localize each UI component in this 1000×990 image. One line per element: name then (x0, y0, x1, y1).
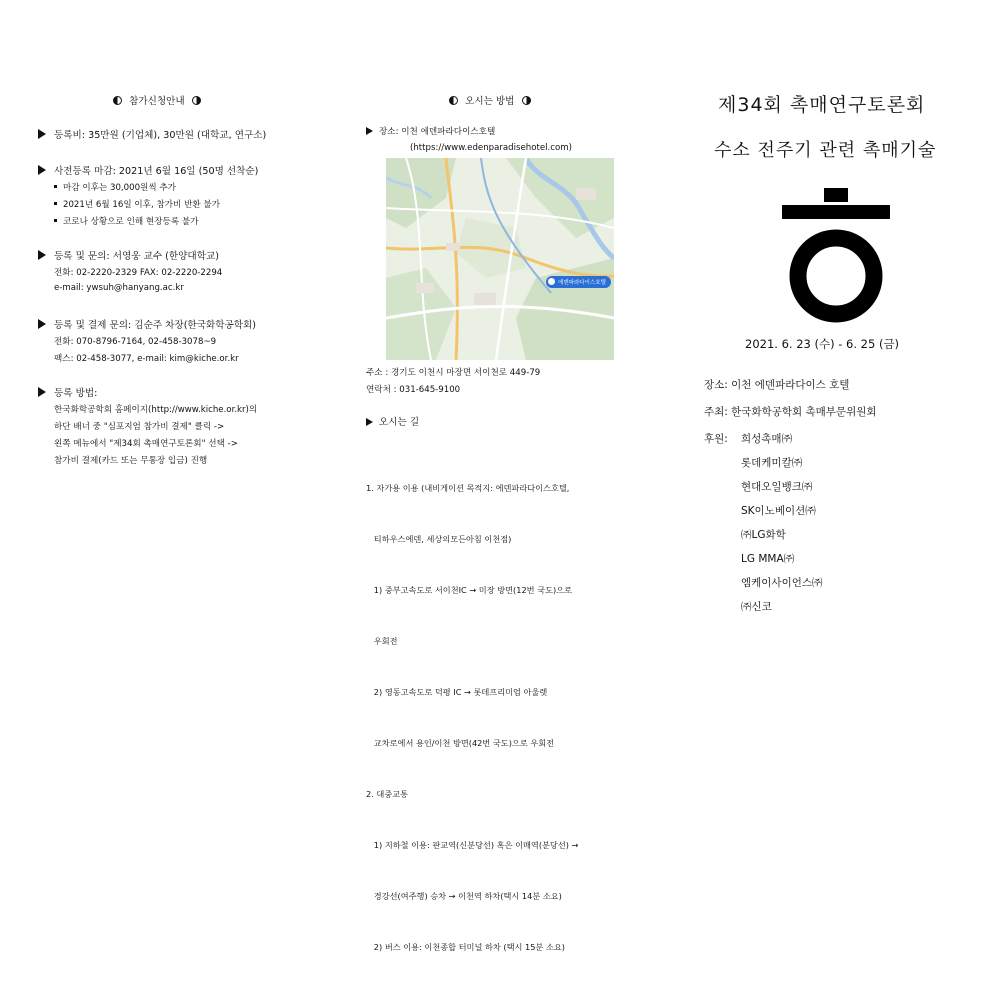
address: 주소 : 경기도 이천시 마장면 서이천로 449-79 (366, 368, 541, 378)
payment-title: 등록 및 결제 문의: 김순주 차장(한국화학공학회) (38, 317, 256, 331)
triangle-bullet-icon (38, 129, 46, 139)
contact: 연락처 : 031-645-9100 (366, 385, 461, 395)
left-heading: 참가신청안내 (113, 93, 201, 107)
directions-line: 1) 중부고속도로 서이천IC → 미장 방면(12번 국도)으로 (366, 585, 572, 595)
directions-line: 티하우스에덴, 세상의모든아침 이천점) (366, 534, 512, 544)
venue-label: 장소: 이천 에덴파라다이스호텔 (366, 125, 495, 137)
event-subtitle: 수소 전주기 관련 촉매기술 (714, 140, 937, 161)
sponsor-item: SK이노베이션㈜ (741, 505, 816, 517)
triangle-bullet-icon (38, 387, 46, 397)
directions-line: 경강선(여주행) 승차 → 이천역 하차(택시 14분 소요) (366, 891, 562, 901)
half-circle-icon (522, 96, 531, 105)
inquiry-email: e-mail: ywsuh@hanyang.ac.kr (54, 283, 184, 293)
half-circle-icon (113, 96, 122, 105)
prereg-bullet: 마감 이후는 30,000원씩 추가 (54, 181, 176, 193)
payment-phone: 전화: 070-8796-7164, 02-458-3078~9 (54, 337, 217, 347)
event-host: 주최: 한국화학공학회 촉매부문위원회 (704, 406, 877, 418)
method-line: 한국화학공학회 홈페이지(http://www.kiche.or.kr)의 (54, 405, 258, 415)
location-map[interactable] (386, 158, 614, 360)
method-line: 왼쪽 메뉴에서 "제34회 촉매연구토론회" 선택 -> (54, 439, 238, 449)
event-title: 제34회 촉매연구토론회 (718, 94, 926, 116)
sponsor-item: ㈜LG화학 (741, 529, 786, 541)
sponsor-item: 엠케이사이언스㈜ (741, 577, 823, 589)
hieut-logo-icon (782, 188, 890, 323)
method-title: 등록 방법: (38, 385, 97, 399)
payment-fax-email: 팩스: 02-458-3077, e-mail: kim@kiche.or.kr (54, 354, 239, 364)
triangle-bullet-icon (38, 250, 46, 260)
prereg-bullet: 2021년 6월 16일 이후, 참가비 반환 불가 (54, 198, 220, 210)
directions-line: 우회전 (366, 636, 398, 646)
method-line: 하단 배너 중 "심포지엄 참가비 결제" 클릭 -> (54, 422, 225, 432)
inquiry-title: 등록 및 문의: 서영웅 교수 (한양대학교) (38, 248, 219, 262)
directions-line: 교차로에서 용인/이천 방면(42번 국도)으로 우회전 (366, 738, 555, 748)
event-venue: 장소: 이천 에덴파라다이스 호텔 (704, 379, 850, 391)
directions-line: 2) 영동고속도로 덕평 IC → 롯데프리미엄 아울렛 (366, 687, 548, 697)
sponsor-label: 후원: (704, 433, 728, 445)
directions-heading: 오시는 길 (366, 414, 419, 428)
half-circle-icon (192, 96, 201, 105)
event-date: 2021. 6. 23 (수) - 6. 25 (금) (745, 337, 900, 351)
sponsor-item: LG MMA㈜ (741, 553, 795, 565)
directions-list (366, 446, 578, 990)
sponsor-item: ㈜신코 (741, 601, 772, 613)
triangle-bullet-icon (38, 319, 46, 329)
sponsor-item: 희성촉매㈜ (741, 433, 793, 445)
inquiry-phone: 전화: 02-2220-2329 FAX: 02-2220-2294 (54, 268, 223, 278)
prereg-bullet: 코로나 상황으로 인해 현장등록 불가 (54, 215, 198, 227)
pin-icon (548, 278, 555, 285)
triangle-bullet-icon (38, 165, 46, 175)
venue-url[interactable]: (https://www.edenparadisehotel.com) (410, 143, 572, 153)
triangle-bullet-icon (366, 418, 373, 426)
preregistration-title: 사전등록 마감: 2021년 6월 16일 (50명 선착순) (38, 163, 258, 177)
directions-line: 2) 버스 이용: 이천종합 터미널 하차 (택시 15분 소요) (366, 942, 565, 952)
directions-line: 1) 지하철 이용: 판교역(신분당선) 혹은 이매역(분당선) → (366, 840, 579, 850)
method-line: 참가비 결제(카드 또는 무통장 입금) 진행 (54, 456, 208, 466)
sponsor-item: 현대오일뱅크㈜ (741, 481, 813, 493)
triangle-bullet-icon (366, 127, 373, 135)
fee-line: 등록비: 35만원 (기업체), 30만원 (대학교, 연구소) (38, 127, 266, 141)
map-graphic (386, 158, 614, 360)
half-circle-icon (449, 96, 458, 105)
map-marker[interactable]: 에덴파라다이스호텔 (546, 276, 611, 288)
sponsor-item: 롯데케미칼㈜ (741, 457, 803, 469)
middle-heading: 오시는 방법 (449, 93, 531, 107)
directions-line: 1. 자가용 이용 (내비게이션 목적지: 에덴파라다이스호텔, (366, 483, 570, 493)
directions-line: 2. 대중교통 (366, 789, 409, 799)
